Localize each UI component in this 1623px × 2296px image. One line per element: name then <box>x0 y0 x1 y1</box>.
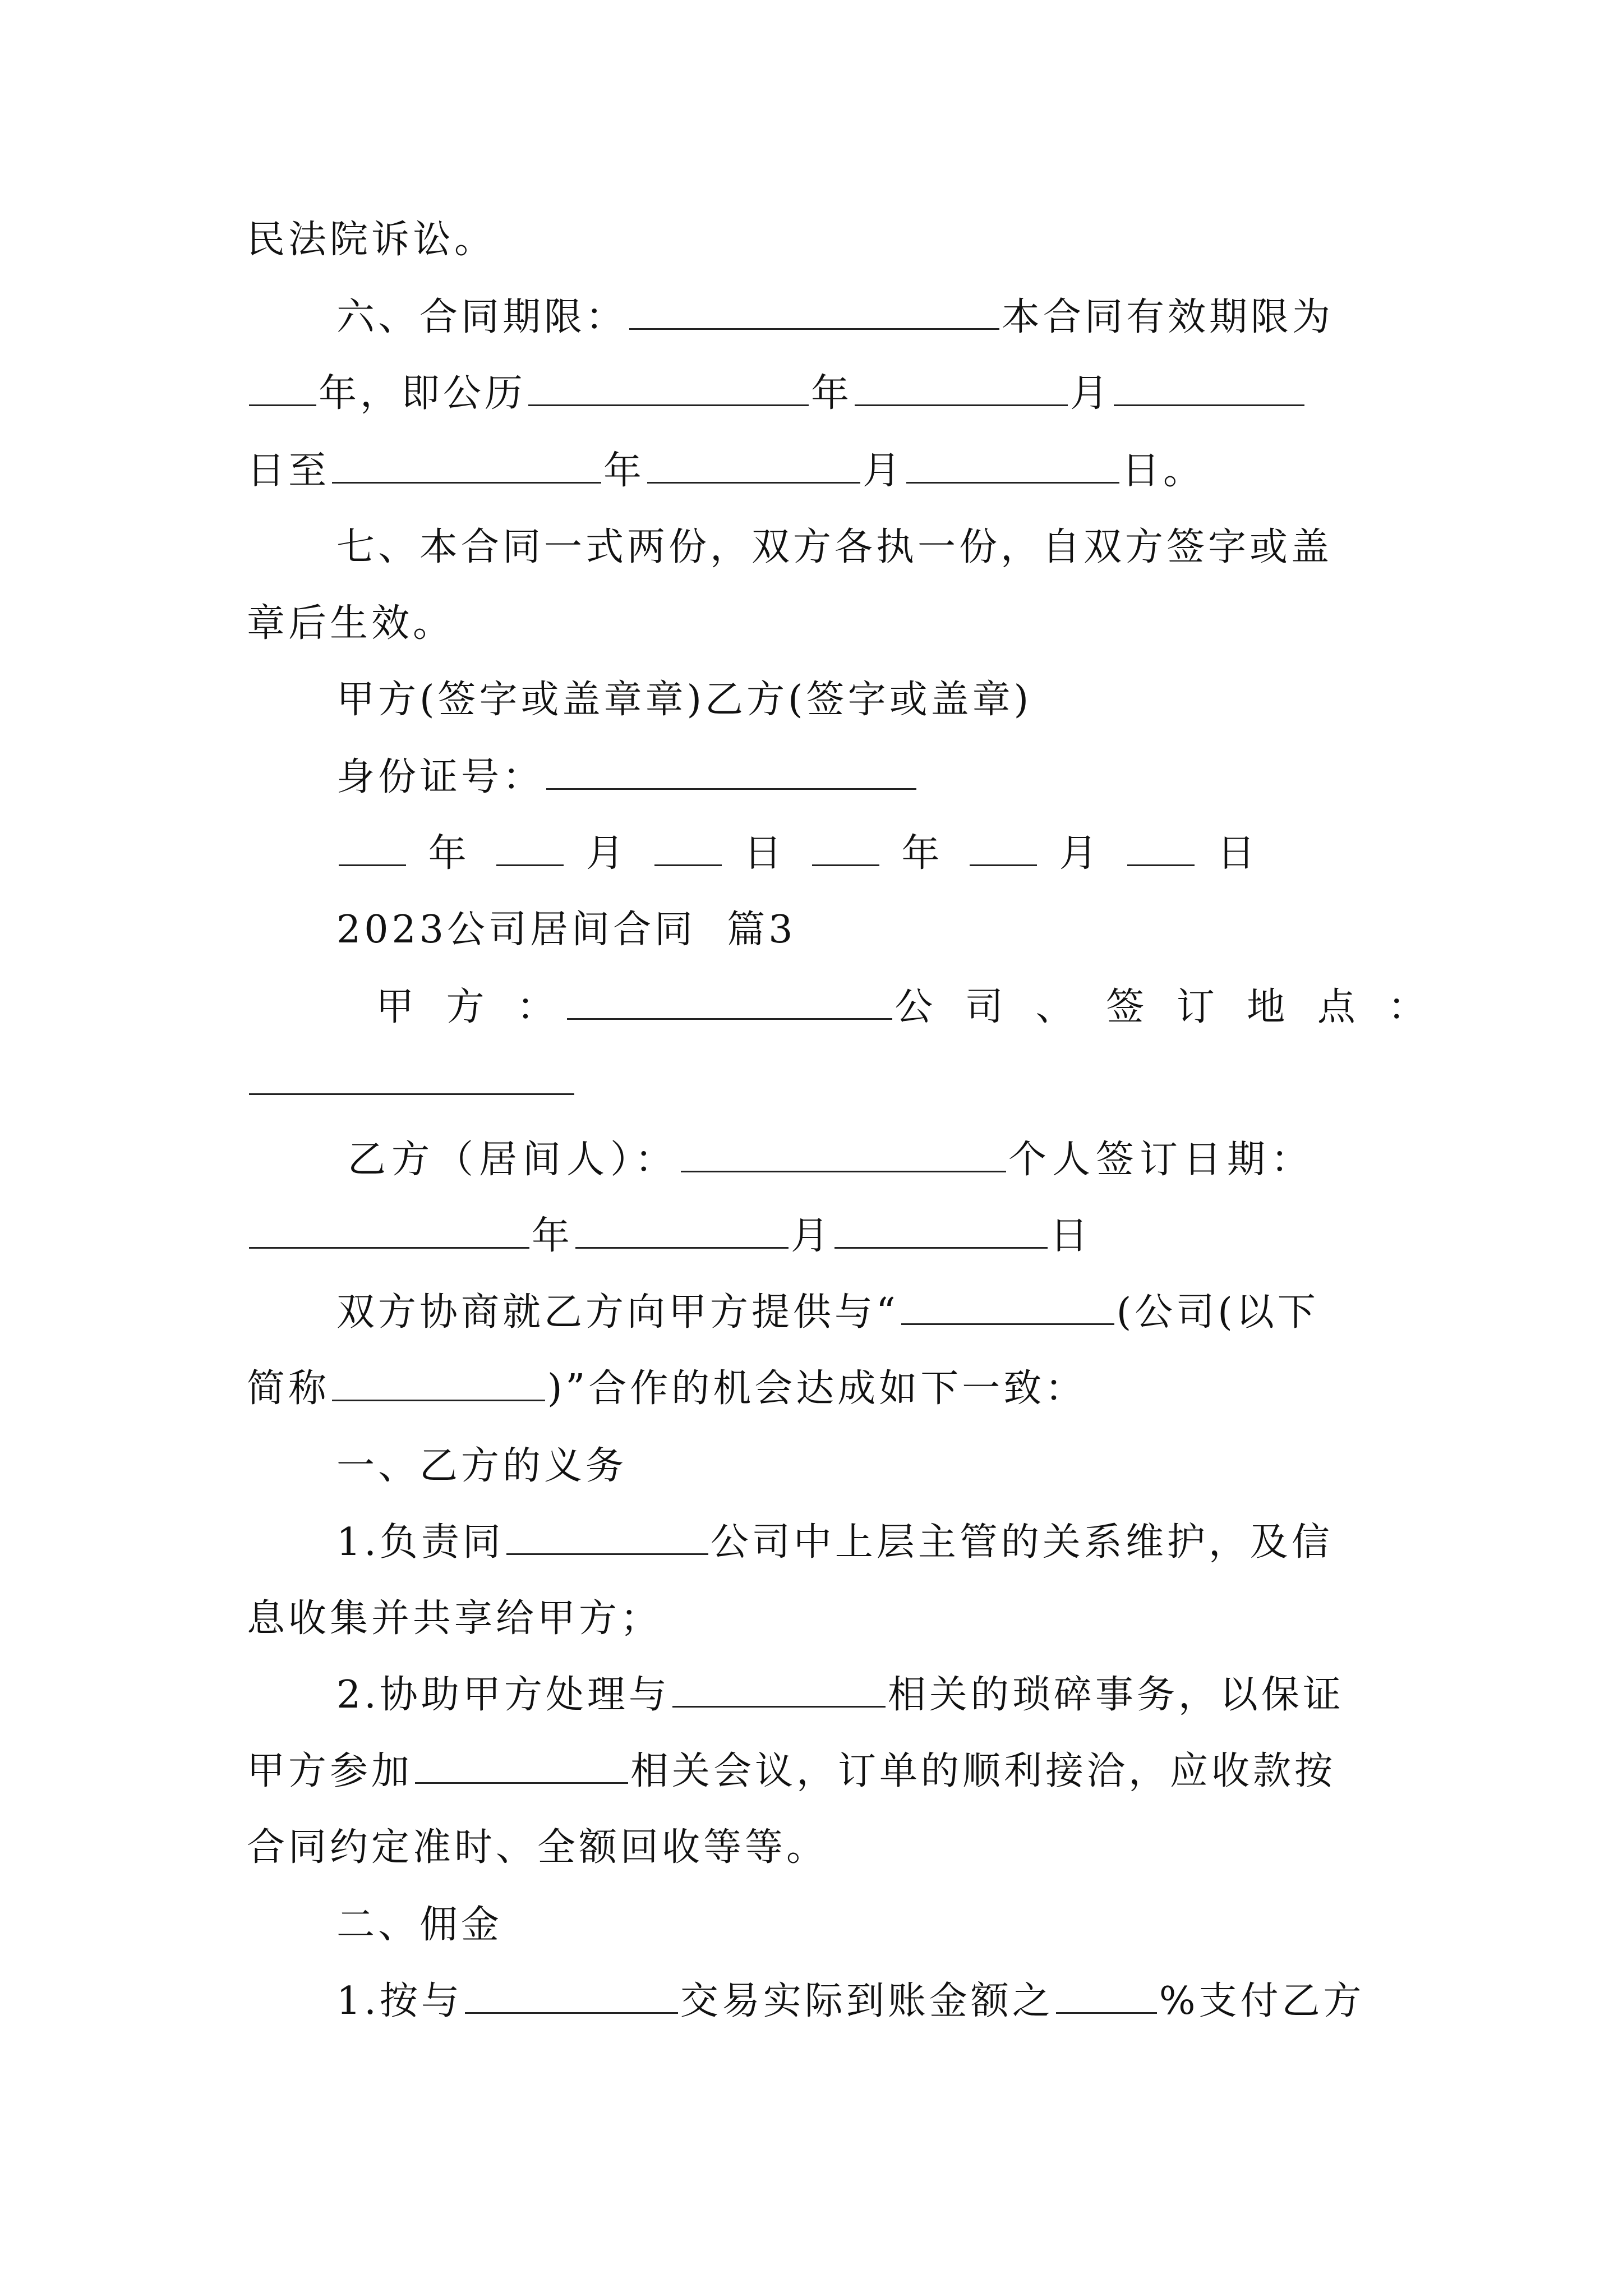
id-number-field[interactable] <box>546 756 916 790</box>
blank-field[interactable] <box>567 986 892 1020</box>
blank-field[interactable] <box>249 372 316 406</box>
blank-field[interactable] <box>332 449 601 484</box>
blank-field[interactable] <box>465 1980 678 2014</box>
blank-field[interactable] <box>906 449 1119 484</box>
blank-field[interactable] <box>1127 832 1195 866</box>
party-b-line: 乙方（居间人）： 个人签订日期： <box>348 1138 1315 1182</box>
commission-item1-line1: 1.按与 交易实际到账金额之 %支付乙方 <box>336 1979 1365 2023</box>
obligation-item2-line2: 甲方参加 相关会议，订单的顺利接洽，应收款按 <box>247 1749 1336 1793</box>
signing-place-field[interactable] <box>249 1061 574 1095</box>
intro-line2: 简称 )”合作的机会达成如下一致： <box>247 1366 1087 1411</box>
blank-field[interactable] <box>812 832 879 866</box>
blank-field[interactable] <box>249 1214 529 1249</box>
clause-seven-line2: 章后生效。 <box>247 601 455 646</box>
id-number-line: 身份证号： <box>336 749 919 806</box>
clause-seven-line1: 七、本合同一式两份，双方各执一份，自双方签字或盖 <box>336 525 1333 569</box>
blank-field[interactable] <box>647 449 860 484</box>
intro-line1: 双方协商就乙方向甲方提供与“ (公司(以下 <box>336 1290 1319 1335</box>
blank-field[interactable] <box>672 1673 886 1708</box>
percentage-field[interactable] <box>1056 1980 1157 2014</box>
paragraph-line: 民法院诉讼。 <box>247 218 496 262</box>
clause-six-line3: 日至 年 月 日。 <box>247 449 1205 493</box>
blank-field[interactable] <box>629 296 999 330</box>
blank-field[interactable] <box>528 372 809 406</box>
blank-field[interactable] <box>575 1214 789 1249</box>
blank-field[interactable] <box>1114 372 1304 406</box>
signature-parties: 甲方(签字或盖章章)乙方(签字或盖章) <box>336 678 1032 722</box>
blank-field[interactable] <box>332 1367 545 1401</box>
obligation-item2-line3: 合同约定准时、全额回收等等。 <box>247 1825 828 1870</box>
blank-field[interactable] <box>855 372 1068 406</box>
obligation-item2-line1: 2.协助甲方处理与 相关的琐碎事务，以保证 <box>336 1673 1344 1717</box>
commission-title: 二、佣金 <box>336 1903 503 1947</box>
blank-field[interactable] <box>339 832 406 866</box>
blank-field[interactable] <box>415 1750 628 1784</box>
blank-field[interactable] <box>834 1214 1048 1249</box>
blank-field[interactable] <box>506 1521 708 1555</box>
section-title: 2023公司居间合同 篇3 <box>336 908 796 952</box>
blank-field[interactable] <box>681 1138 1006 1172</box>
party-a-line: 甲 方 ： 公 司 、 签 订 地 点 ： <box>376 985 1436 1029</box>
clause-six-line2: 年，即公历 年 月 <box>247 366 1307 422</box>
obligations-title: 一、乙方的义务 <box>336 1444 628 1488</box>
blank-field[interactable] <box>496 832 564 866</box>
clause-six-line1: 六、合同期限： 本合同有效期限为 <box>336 295 1334 339</box>
blank-field[interactable] <box>970 832 1037 866</box>
signature-date-line: 年 月 日 年 月 日 <box>336 826 1263 882</box>
obligation-item1-line1: 1.负责同 公司中上层主管的关系维护，及信 <box>336 1520 1333 1565</box>
obligation-item1-line2: 息收集并共享给甲方； <box>247 1596 662 1641</box>
blank-field[interactable] <box>654 832 722 866</box>
signing-date-line: 年 月 日 <box>247 1208 1091 1264</box>
blank-field[interactable] <box>901 1291 1114 1325</box>
party-a-place-line <box>247 1055 577 1111</box>
